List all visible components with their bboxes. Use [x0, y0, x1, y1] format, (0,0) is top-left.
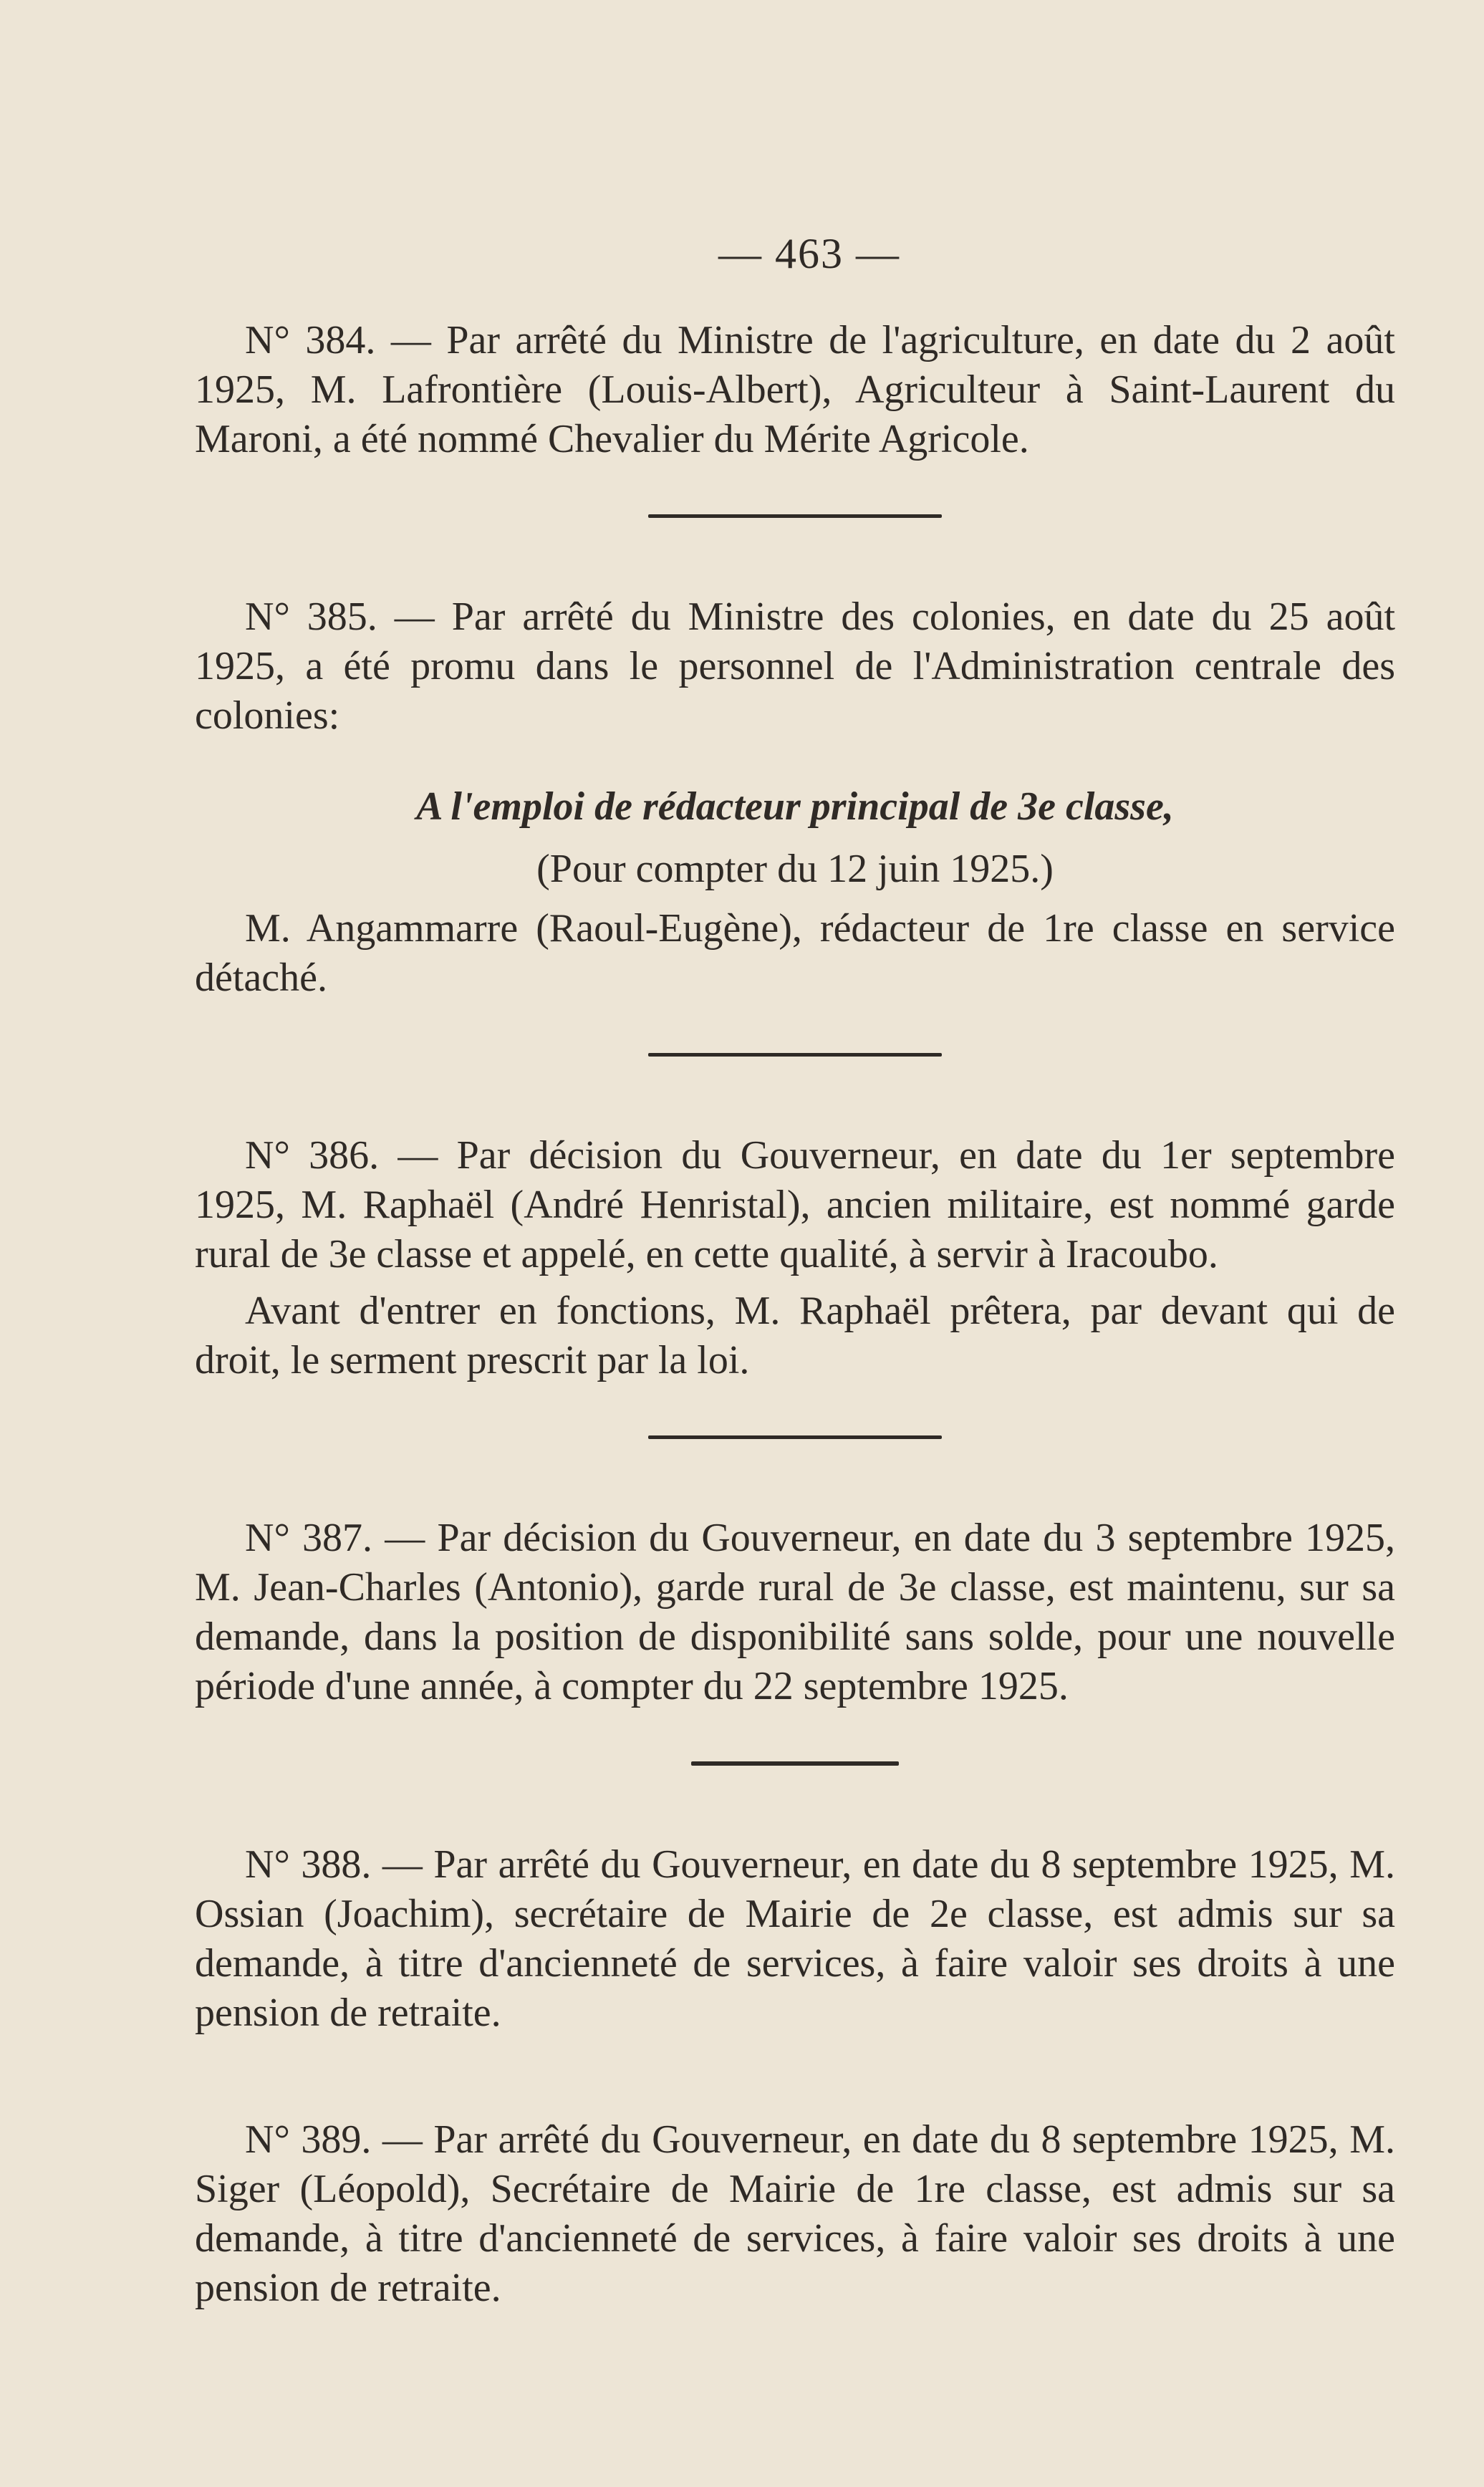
- compter-line: (Pour compter du 12 juin 1925.): [536, 847, 1054, 891]
- nomination-text: M. Angammarre (Raoul-Eugène), rédacteur de 1re classe en service détaché.: [195, 906, 1395, 1000]
- emploi-heading: A l'emploi de rédacteur principal de 3e classe,: [416, 784, 1174, 829]
- section-divider: [648, 1435, 942, 1439]
- page-number: — 463 —: [718, 230, 900, 277]
- notice-386: [195, 1131, 1395, 1385]
- notice-text: N° 384. — Par arrêté du Ministre de l'agriculture, en date du 2 août 1925, M. Lafrontière (Louis-Albert), Agriculteur à Saint-Laurent du Maroni, a été nommé Chevalier du Mérite Agricole.: [195, 318, 1395, 461]
- notice-387: [195, 1514, 1395, 1711]
- spacer: [195, 2038, 1395, 2115]
- notice-text: N° 386. — Par décision du Gouverneur, en date du 1er septembre 1925, M. Raphaël (André Henristal), ancien militaire, est nommé garde rural de 3e classe et appelé, en cette qualité, à servir à Iracoubo.: [195, 1133, 1395, 1276]
- notice-text: N° 387. — Par décision du Gouverneur, en date du 3 septembre 1925, M. Jean-Charles (Antonio), garde rural de 3e classe, est maintenu, sur sa demande, dans la position de disponibilité sans solde, pour une nouvelle période d'une année, à compter du 22 septembre 1925.: [195, 1516, 1395, 1708]
- section-divider: [648, 514, 942, 518]
- notice-text: N° 388. — Par arrêté du Gouverneur, en date du 8 septembre 1925, M. Ossian (Joachim), secrétaire de Mairie de 2e classe, est admis sur sa demande, à titre d'ancienneté de services, à faire valoir ses droits à une pension de retraite.: [195, 1842, 1395, 2035]
- notice-385: [195, 592, 1395, 1003]
- notice-384: [195, 316, 1395, 464]
- notice-388: [195, 1840, 1395, 2038]
- section-divider: [691, 1761, 899, 1766]
- notice-text: N° 389. — Par arrêté du Gouverneur, en date du 8 septembre 1925, M. Siger (Léopold), Secrétaire de Mairie de 1re classe, est admis sur sa demande, à titre d'ancienneté de services, à faire valoir ses droits à une pension de retraite.: [195, 2117, 1395, 2310]
- notice-text: Avant d'entrer en fonctions, M. Raphaël prêtera, par devant qui de droit, le serment prescrit par la loi.: [195, 1289, 1395, 1382]
- page: [195, 229, 1395, 2313]
- section-divider: [648, 1053, 942, 1057]
- notice-389: [195, 2115, 1395, 2313]
- notice-text: N° 385. — Par arrêté du Ministre des colonies, en date du 25 août 1925, a été promu dans le personnel de l'Administration centrale des colonies:: [195, 595, 1395, 738]
